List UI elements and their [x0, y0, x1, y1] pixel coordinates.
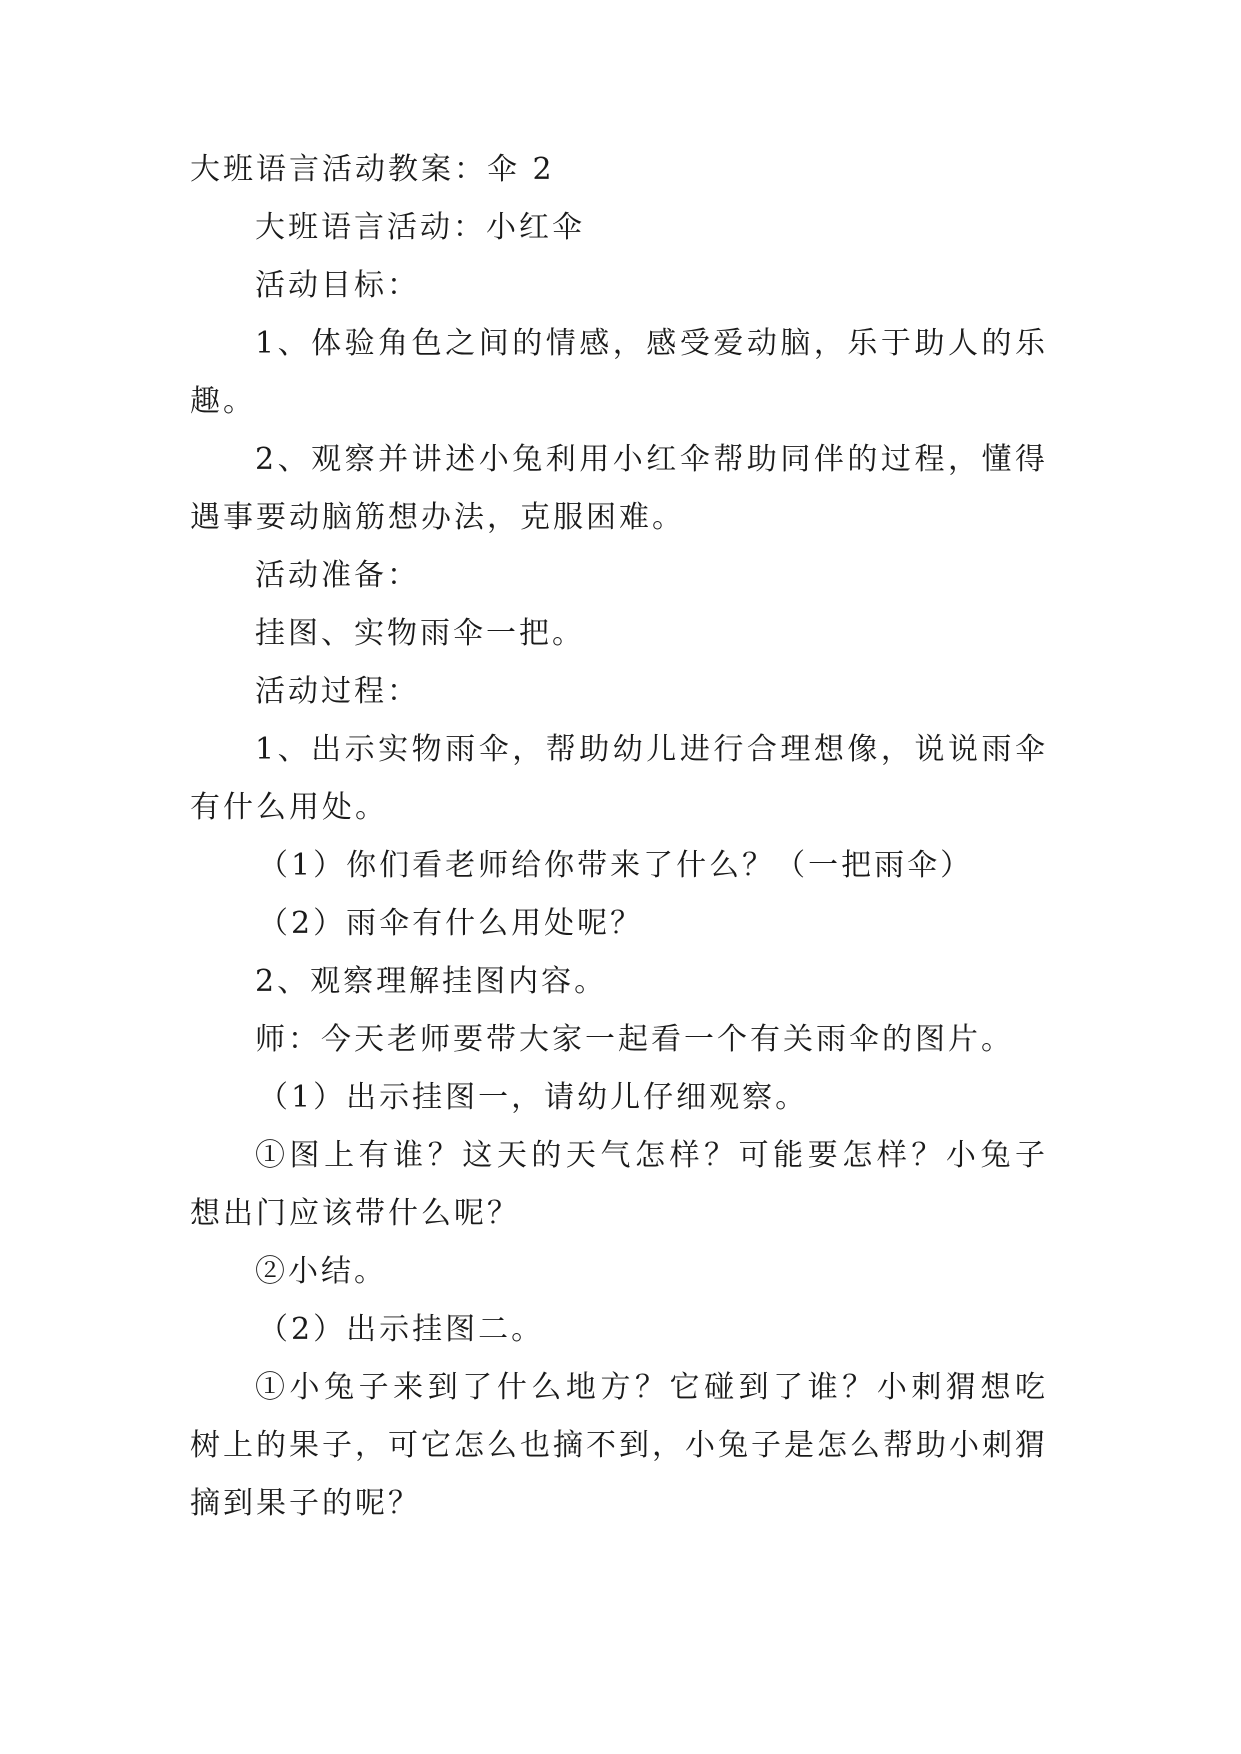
document-title: 大班语言活动教案：伞 2: [190, 152, 555, 187]
paragraph-line: 1、出示实物雨伞，帮助幼儿进行合理想像，说说雨伞: [255, 732, 1045, 767]
paragraph-line: 挂图、实物雨伞一把。: [255, 616, 585, 651]
paragraph-line: 1、体验角色之间的情感，感受爱动脑，乐于助人的乐: [255, 326, 1045, 361]
paragraph-line: （1）你们看老师给你带来了什么？（一把雨伞）: [258, 848, 974, 883]
paragraph-line: （2）出示挂图二。: [258, 1312, 545, 1347]
paragraph-line: 有什么用处。: [190, 790, 388, 825]
paragraph-line: ②小结。: [255, 1254, 387, 1289]
paragraph-line: 师：今天老师要带大家一起看一个有关雨伞的图片。: [255, 1022, 1014, 1057]
paragraph-line: 2、观察并讲述小兔利用小红伞帮助同伴的过程，懂得: [255, 442, 1045, 477]
paragraph-line: 遇事要动脑筋想办法，克服困难。: [190, 500, 685, 535]
paragraph-line: （1）出示挂图一，请幼儿仔细观察。: [258, 1080, 809, 1115]
paragraph-line: （2）雨伞有什么用处呢？: [258, 906, 644, 941]
paragraph-line: 摘到果子的呢？: [190, 1486, 421, 1521]
paragraph-line: 想出门应该带什么呢？: [190, 1196, 520, 1231]
section-heading-process: 活动过程：: [255, 674, 420, 709]
paragraph-line: ①图上有谁？这天的天气怎样？可能要怎样？小兔子: [255, 1138, 1045, 1173]
paragraph-line: ①小兔子来到了什么地方？它碰到了谁？小刺猬想吃: [255, 1370, 1045, 1405]
paragraph-line: 大班语言活动：小红伞: [255, 210, 585, 245]
paragraph-line: 树上的果子，可它怎么也摘不到，小兔子是怎么帮助小刺猬: [190, 1428, 1045, 1463]
section-heading-goals: 活动目标：: [255, 268, 420, 303]
section-heading-preparation: 活动准备：: [255, 558, 420, 593]
paragraph-line: 趣。: [190, 384, 256, 419]
paragraph-line: 2、观察理解挂图内容。: [255, 964, 608, 999]
